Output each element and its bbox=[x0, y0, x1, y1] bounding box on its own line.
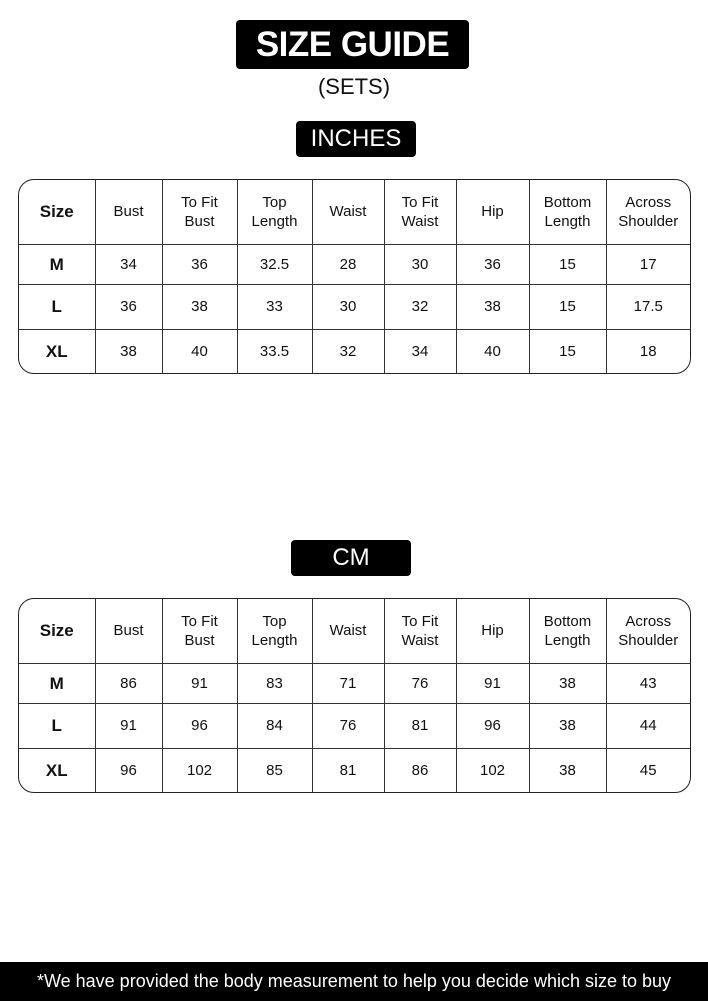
measurement-cell: 71 bbox=[312, 663, 384, 703]
inches-size-table bbox=[18, 179, 691, 374]
table-header-row bbox=[19, 599, 690, 663]
measurement-cell: 91 bbox=[162, 663, 237, 703]
column-header-line: Length bbox=[544, 212, 591, 230]
column-header-line: To Fit bbox=[401, 612, 439, 630]
measurement-cell: 85 bbox=[237, 748, 312, 792]
column-header bbox=[237, 599, 312, 663]
column-header bbox=[456, 599, 529, 663]
measurement-cell: 38 bbox=[529, 663, 606, 703]
measurement-cell: 96 bbox=[162, 703, 237, 748]
measurement-cell: 36 bbox=[95, 284, 162, 329]
measurement-cell: 17.5 bbox=[606, 284, 690, 329]
measurement-cell: 40 bbox=[162, 329, 237, 373]
column-header-line: Waist bbox=[329, 622, 367, 640]
measurement-cell: 102 bbox=[456, 748, 529, 792]
column-header bbox=[456, 180, 529, 244]
table-row bbox=[19, 703, 690, 748]
size-label-cell: L bbox=[19, 284, 95, 329]
inches-unit-badge: INCHES bbox=[296, 121, 416, 157]
column-header-line: Length bbox=[251, 212, 298, 230]
column-header bbox=[312, 599, 384, 663]
column-header-line: Top bbox=[262, 193, 287, 211]
measurement-cell: 30 bbox=[384, 244, 456, 284]
measurement-cell: 38 bbox=[529, 748, 606, 792]
column-header-line: Length bbox=[544, 631, 591, 649]
column-header bbox=[95, 599, 162, 663]
table-row bbox=[19, 284, 690, 329]
column-header bbox=[19, 599, 95, 663]
measurement-cell: 81 bbox=[384, 703, 456, 748]
column-header bbox=[162, 599, 237, 663]
column-header bbox=[237, 180, 312, 244]
measurement-cell: 76 bbox=[384, 663, 456, 703]
measurement-cell: 91 bbox=[456, 663, 529, 703]
size-label-cell: M bbox=[19, 663, 95, 703]
measurement-cell: 40 bbox=[456, 329, 529, 373]
measurement-cell: 32 bbox=[384, 284, 456, 329]
size-guide-title: SIZE GUIDE bbox=[236, 20, 469, 69]
table-row bbox=[19, 244, 690, 284]
cm-unit-badge: CM bbox=[291, 540, 411, 576]
cm-size-table bbox=[18, 598, 691, 793]
column-header-line: Bottom bbox=[543, 612, 592, 630]
column-header-line: Across bbox=[625, 193, 672, 211]
measurement-cell: 43 bbox=[606, 663, 690, 703]
column-header-line: Across bbox=[625, 612, 672, 630]
column-header-line: Bust bbox=[113, 622, 144, 640]
column-header-line: Hip bbox=[481, 203, 504, 221]
column-header bbox=[529, 599, 606, 663]
measurement-cell: 32.5 bbox=[237, 244, 312, 284]
measurement-cell: 32 bbox=[312, 329, 384, 373]
column-header-line: To Fit bbox=[181, 193, 218, 211]
table-row bbox=[19, 663, 690, 703]
measurement-cell: 34 bbox=[384, 329, 456, 373]
column-header-line: Shoulder bbox=[618, 212, 679, 230]
size-label-cell: M bbox=[19, 244, 95, 284]
column-header-line: Waist bbox=[401, 212, 439, 230]
column-header-line: Bust bbox=[184, 212, 215, 230]
column-header-line: Bust bbox=[184, 631, 215, 649]
column-header bbox=[19, 180, 95, 244]
measurement-cell: 38 bbox=[162, 284, 237, 329]
column-header-line: Top bbox=[262, 612, 287, 630]
measurement-cell: 30 bbox=[312, 284, 384, 329]
measurement-cell: 45 bbox=[639, 761, 657, 779]
column-header-line: To Fit bbox=[401, 193, 439, 211]
measurement-cell: 38 bbox=[456, 284, 529, 329]
measurement-cell: 102 bbox=[162, 748, 237, 792]
measurement-cell: 96 bbox=[95, 748, 162, 792]
measurement-cell: 38 bbox=[95, 329, 162, 373]
measurement-cell: 33.5 bbox=[237, 329, 312, 373]
measurement-cell: 44 bbox=[606, 703, 690, 748]
measurement-cell: 36 bbox=[162, 244, 237, 284]
measurement-cell: 15 bbox=[529, 244, 606, 284]
table-row bbox=[19, 748, 690, 792]
column-header bbox=[162, 180, 237, 244]
measurement-cell: 33 bbox=[237, 284, 312, 329]
measurement-cell: 91 bbox=[95, 703, 162, 748]
column-header-line: Size bbox=[39, 202, 74, 222]
measurement-cell: 36 bbox=[456, 244, 529, 284]
size-label-cell: XL bbox=[19, 329, 95, 373]
measurement-cell: 83 bbox=[237, 663, 312, 703]
size-label-cell: XL bbox=[19, 748, 95, 792]
column-header bbox=[606, 180, 690, 244]
column-header-line: Waist bbox=[329, 203, 367, 221]
measurement-cell: 38 bbox=[529, 703, 606, 748]
column-header bbox=[606, 599, 690, 663]
column-header bbox=[95, 180, 162, 244]
size-label-cell: L bbox=[19, 703, 95, 748]
measurement-cell: 96 bbox=[456, 703, 529, 748]
column-header-line: Length bbox=[251, 631, 298, 649]
measurement-cell: 84 bbox=[237, 703, 312, 748]
column-header bbox=[384, 599, 456, 663]
column-header bbox=[312, 180, 384, 244]
column-header bbox=[384, 180, 456, 244]
measurement-cell: 17 bbox=[606, 244, 690, 284]
measurement-cell: 86 bbox=[95, 663, 162, 703]
column-header-line: Bottom bbox=[543, 193, 592, 211]
subtitle: (SETS) bbox=[317, 74, 391, 99]
measurement-cell: 15 bbox=[529, 329, 606, 373]
column-header-line: Bust bbox=[113, 203, 144, 221]
measurement-cell: 28 bbox=[312, 244, 384, 284]
measurement-cell: 15 bbox=[529, 284, 606, 329]
column-header-line: Waist bbox=[401, 631, 439, 649]
column-header-line: To Fit bbox=[181, 612, 218, 630]
table-header-row bbox=[19, 180, 690, 244]
column-header-line: Hip bbox=[481, 622, 504, 640]
footer-note: *We have provided the body measurement to help you decide which size to buy bbox=[0, 962, 708, 1001]
measurement-cell: 34 bbox=[95, 244, 162, 284]
column-header-line: Shoulder bbox=[618, 631, 679, 649]
measurement-cell: 81 bbox=[312, 748, 384, 792]
measurement-cell: 18 bbox=[639, 342, 657, 360]
measurement-cell: 86 bbox=[384, 748, 456, 792]
column-header-line: Size bbox=[39, 621, 74, 641]
measurement-cell: 76 bbox=[312, 703, 384, 748]
table-row bbox=[19, 329, 690, 373]
column-header bbox=[529, 180, 606, 244]
